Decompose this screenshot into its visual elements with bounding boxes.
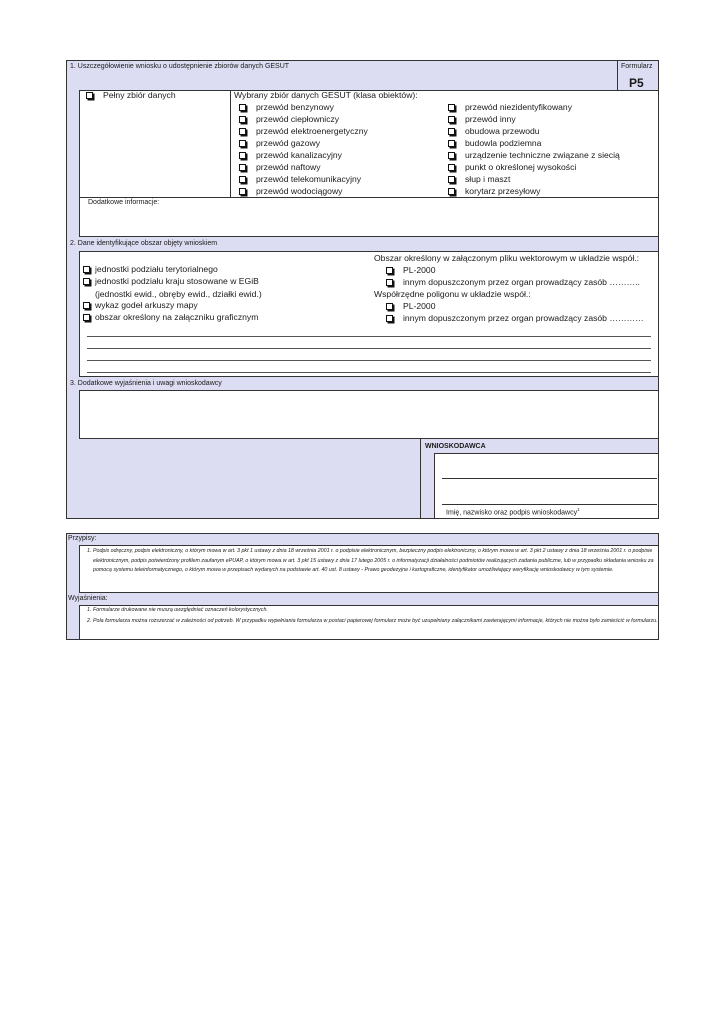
form-label: Formularz — [621, 63, 653, 70]
checkbox[interactable] — [86, 92, 93, 99]
checkbox[interactable] — [448, 152, 455, 159]
checkbox[interactable] — [448, 104, 455, 111]
selected-set-title: Wybrany zbiór danych GESUT (klasa obiektów): — [234, 90, 418, 100]
divider — [79, 197, 659, 198]
checkbox[interactable] — [239, 188, 246, 195]
vector-file-title: Obszar określony w załączonym pliku wektorowym w układzie współ.: — [374, 253, 640, 263]
checkbox[interactable] — [239, 140, 246, 147]
checkbox[interactable] — [239, 116, 246, 123]
signature-line — [442, 478, 657, 479]
checkbox[interactable] — [239, 128, 246, 135]
checkbox[interactable] — [448, 188, 455, 195]
checkbox[interactable] — [386, 267, 393, 274]
divider — [230, 90, 231, 197]
checkbox[interactable] — [83, 278, 90, 285]
checkbox[interactable] — [83, 314, 90, 321]
polygon-title: Współrzędne poligonu w układzie współ.: — [374, 289, 531, 299]
footnote-ref: 1 — [577, 507, 580, 512]
area-description-line[interactable] — [87, 360, 651, 361]
checkbox[interactable] — [386, 315, 393, 322]
checkbox[interactable] — [239, 176, 246, 183]
additional-info-label: Dodatkowe informacje: — [88, 199, 160, 206]
applicant-title: WNIOSKODAWCA — [425, 443, 486, 450]
area-description-line[interactable] — [87, 372, 651, 373]
checkbox[interactable] — [239, 104, 246, 111]
section1-title: 1. Uszczegółowienie wniosku o udostępnienie zbiorów danych GESUT — [70, 63, 290, 70]
full-set-label: Pełny zbiór danych — [103, 90, 176, 100]
footnotes-title: Przypisy: — [68, 535, 97, 542]
checkbox[interactable] — [448, 116, 455, 123]
checkbox[interactable] — [83, 266, 90, 273]
checkbox[interactable] — [386, 279, 393, 286]
remarks-field[interactable] — [79, 390, 659, 439]
signature-line — [442, 504, 657, 505]
signature-label: Imię, nazwisko oraz podpis wnioskodawcy$^1$ — [446, 507, 580, 517]
checkbox[interactable] — [386, 303, 393, 310]
checkbox[interactable] — [83, 302, 90, 309]
checkbox[interactable] — [448, 164, 455, 171]
section3-title: 3. Dodatkowe wyjaśnienia i uwagi wnioskodawcy — [70, 380, 222, 387]
explanations-title: Wyjaśnienia: — [68, 595, 108, 602]
checkbox[interactable] — [448, 176, 455, 183]
checkbox[interactable] — [239, 152, 246, 159]
additional-info-field[interactable] — [80, 210, 658, 236]
checkbox[interactable] — [448, 140, 455, 147]
area-description-line[interactable] — [87, 336, 651, 337]
checkbox[interactable] — [239, 164, 246, 171]
checkbox[interactable] — [448, 128, 455, 135]
egib-note: (jednostki ewid., obręby ewid., działki ewid.) — [95, 289, 262, 299]
area-description-line[interactable] — [87, 348, 651, 349]
section2-title: 2. Dane identyfikujące obszar objęty wnioskiem — [70, 240, 218, 247]
form-code: P5 — [629, 76, 644, 90]
divider — [617, 60, 618, 90]
